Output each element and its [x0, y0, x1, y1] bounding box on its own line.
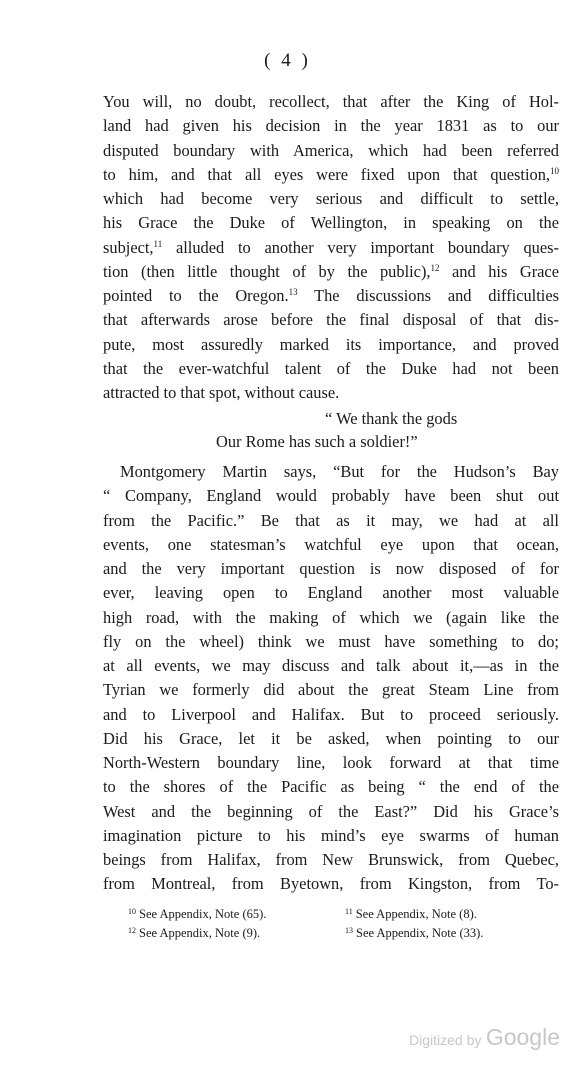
- footnote: [128, 926, 260, 941]
- quote-line-1: “ We thank the gods: [325, 409, 458, 428]
- line-text: subject,: [103, 237, 154, 257]
- text-line: fly on the wheel) think we must have something to do;: [103, 631, 559, 651]
- footnote: [345, 926, 483, 941]
- footnote-ref-13: 13: [288, 287, 298, 297]
- text-line: Montgomery Martin says, “But for the Hudson’s Bay: [120, 462, 559, 481]
- line-text: tion (then little thought of by the public),: [103, 261, 431, 281]
- text-line: land had given his decision in the year 1831 as to our: [103, 116, 559, 136]
- text-line: West and the beginning of the East?” Did his Grace’s: [103, 801, 559, 821]
- text-line: his Grace the Duke of Wellington, in speaking on the: [103, 213, 559, 233]
- text-line: Tyrian we formerly did about the great Steam Line from: [103, 680, 559, 700]
- text-line: [103, 236, 559, 260]
- text-line: and to Liverpool and Halifax. But to proceed seriously.: [103, 704, 559, 724]
- footnote-text: See Appendix, Note (8).: [355, 907, 477, 921]
- footnote-ref-10: 10: [550, 165, 559, 176]
- paragraph-2: [103, 460, 559, 897]
- text-line: [103, 163, 559, 187]
- footnote-text: See Appendix, Note (65).: [139, 907, 267, 921]
- text-line: “ Company, England would probably have been shut out: [103, 486, 559, 506]
- footnote: [345, 907, 477, 922]
- text-line: to the shores of the Pacific as being “ the end of the: [103, 777, 559, 797]
- paragraph-1: [103, 90, 559, 405]
- footnote-text: See Appendix, Note (9).: [139, 926, 261, 940]
- text-line: from Montreal, from Byetown, from Kingston, from To-: [103, 874, 559, 894]
- text-line: that the ever-watchful talent of the Duke had not been: [103, 358, 559, 378]
- digitized-watermark: [409, 1024, 560, 1051]
- line-text: to him, and that all eyes were fixed upon that question,: [103, 164, 550, 184]
- text-line: imagination picture to his mind’s eye swarms of human: [103, 825, 559, 845]
- text-line: [103, 260, 559, 284]
- text-line: North-Western boundary line, look forward at that time: [103, 753, 559, 772]
- text-line: attracted to that spot, without cause.: [103, 383, 340, 402]
- text-line: beings from Halifax, from New Brunswick, from Quebec,: [103, 850, 559, 869]
- text-line: pute, most assuredly marked its importance, and proved: [103, 334, 559, 354]
- page-number: ( 4 ): [264, 50, 311, 71]
- text-line: that afterwards arose before the final disposal of that dis-: [103, 310, 559, 330]
- text-line: [103, 284, 559, 308]
- quote-line-2: Our Rome has such a soldier!”: [216, 432, 418, 451]
- footnote-number: 13: [345, 926, 353, 935]
- footnote-text: See Appendix, Note (33).: [356, 926, 484, 940]
- text-line: from the Pacific.” Be that as it may, we had at all: [103, 510, 559, 530]
- line-text: pointed to the Oregon.: [103, 286, 289, 305]
- footnote-number: 11: [345, 907, 353, 916]
- footnote-number: 10: [128, 907, 136, 916]
- line-text: alluded to another very important boundary ques-: [162, 237, 559, 257]
- footnote-ref-11: 11: [153, 238, 163, 249]
- text-line: disputed boundary with America, which had been referred: [103, 140, 559, 160]
- text-line: at all events, we may discuss and talk about it,—as in the: [103, 656, 559, 675]
- line-text: and his Grace: [439, 261, 559, 281]
- text-line: events, one statesman’s watchful eye upon that ocean,: [103, 534, 559, 554]
- footnote: [128, 907, 266, 922]
- footnote-number: 12: [128, 926, 136, 935]
- watermark-prefix: Digitized by: [409, 1032, 482, 1048]
- text-line: Did his Grace, let it be asked, when pointing to our: [103, 728, 559, 748]
- text-line: ever, leaving open to England another most valuable: [103, 583, 559, 603]
- line-text: The discussions and difficulties: [297, 286, 559, 305]
- text-line: You will, no doubt, recollect, that after the King of Hol-: [103, 92, 559, 111]
- text-line: high road, with the making of which we (again like the: [103, 607, 559, 627]
- text-line: which had become very serious and difficult to settle,: [103, 189, 559, 208]
- google-logo: Google: [485, 1024, 560, 1050]
- text-line: and the very important question is now disposed of for: [103, 559, 559, 578]
- footnote-ref-12: 12: [430, 262, 440, 273]
